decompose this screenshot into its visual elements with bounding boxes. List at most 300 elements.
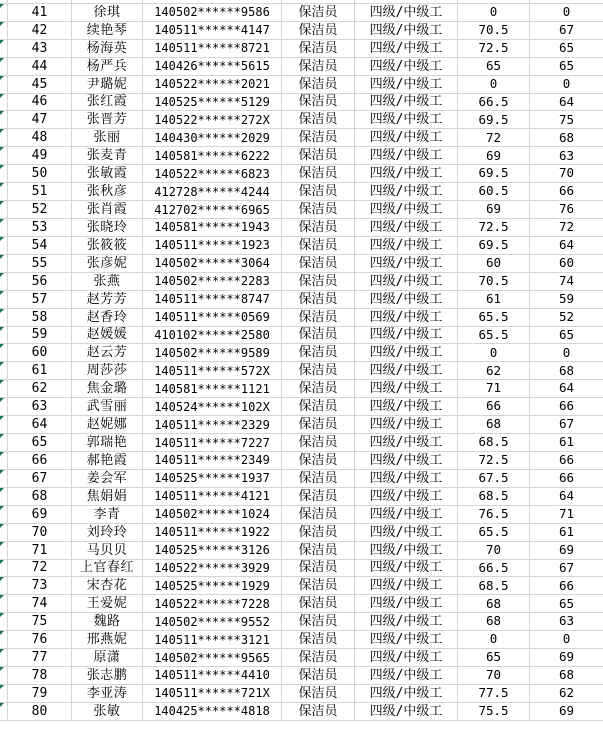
cell-masked-id[interactable]: 412702******6965 <box>143 201 282 219</box>
cell-employee-name[interactable]: 张秋彦 <box>72 183 143 201</box>
indicator-cell[interactable] <box>0 255 8 273</box>
cell-job-title[interactable]: 保洁员 <box>282 649 355 667</box>
cell-skill-level[interactable]: 四级/中级工 <box>355 488 458 506</box>
cell-score-1[interactable]: 60.5 <box>458 183 530 201</box>
cell-job-title[interactable]: 保洁员 <box>282 595 355 613</box>
cell-score-2[interactable]: 66 <box>530 577 603 595</box>
cell-employee-name[interactable]: 张筱筱 <box>72 237 143 255</box>
cell-employee-name[interactable]: 刘玲玲 <box>72 524 143 542</box>
cell-masked-id[interactable]: 140502******2283 <box>143 273 282 291</box>
indicator-cell[interactable] <box>0 542 8 560</box>
cell-score-2[interactable]: 63 <box>530 613 603 631</box>
cell-score-2[interactable]: 66 <box>530 452 603 470</box>
cell-score-2[interactable]: 52 <box>530 309 603 327</box>
cell-masked-id[interactable]: 140502******9552 <box>143 613 282 631</box>
cell-score-2[interactable]: 67 <box>530 416 603 434</box>
cell-row-number[interactable]: 69 <box>8 506 72 524</box>
cell-score-1[interactable]: 70.5 <box>458 22 530 40</box>
cell-score-2[interactable]: 66 <box>530 398 603 416</box>
cell-skill-level[interactable]: 四级/中级工 <box>355 524 458 542</box>
cell-row-number[interactable]: 66 <box>8 452 72 470</box>
cell-score-1[interactable]: 70.5 <box>458 273 530 291</box>
cell-job-title[interactable]: 保洁员 <box>282 488 355 506</box>
cell-skill-level[interactable]: 四级/中级工 <box>355 416 458 434</box>
cell-masked-id[interactable]: 140425******4818 <box>143 703 282 721</box>
cell-skill-level[interactable]: 四级/中级工 <box>355 111 458 129</box>
indicator-cell[interactable] <box>0 183 8 201</box>
indicator-cell[interactable] <box>0 577 8 595</box>
cell-score-1[interactable]: 66.5 <box>458 560 530 578</box>
cell-score-2[interactable]: 59 <box>530 291 603 309</box>
cell-skill-level[interactable]: 四级/中级工 <box>355 398 458 416</box>
cell-job-title[interactable]: 保洁员 <box>282 58 355 76</box>
cell-row-number[interactable]: 78 <box>8 667 72 685</box>
cell-masked-id[interactable]: 140511******8747 <box>143 291 282 309</box>
indicator-cell[interactable] <box>0 94 8 112</box>
indicator-cell[interactable] <box>0 667 8 685</box>
indicator-cell[interactable] <box>0 524 8 542</box>
cell-skill-level[interactable]: 四级/中级工 <box>355 237 458 255</box>
cell-score-2[interactable]: 68 <box>530 129 603 147</box>
cell-score-2[interactable]: 65 <box>530 595 603 613</box>
cell-score-1[interactable]: 65 <box>458 649 530 667</box>
cell-row-number[interactable]: 43 <box>8 40 72 58</box>
cell-score-2[interactable]: 0 <box>530 344 603 362</box>
cell-employee-name[interactable]: 邢燕妮 <box>72 631 143 649</box>
cell-employee-name[interactable]: 郝艳霞 <box>72 452 143 470</box>
cell-employee-name[interactable]: 张晓玲 <box>72 219 143 237</box>
cell-score-1[interactable]: 69 <box>458 147 530 165</box>
cell-score-1[interactable]: 68 <box>458 595 530 613</box>
cell-row-number[interactable]: 53 <box>8 219 72 237</box>
cell-score-1[interactable]: 71 <box>458 380 530 398</box>
cell-row-number[interactable]: 47 <box>8 111 72 129</box>
cell-row-number[interactable]: 45 <box>8 76 72 94</box>
cell-score-1[interactable]: 67.5 <box>458 470 530 488</box>
cell-row-number[interactable]: 74 <box>8 595 72 613</box>
cell-score-1[interactable]: 72.5 <box>458 40 530 58</box>
cell-masked-id[interactable]: 140524******102X <box>143 398 282 416</box>
cell-job-title[interactable]: 保洁员 <box>282 237 355 255</box>
indicator-cell[interactable] <box>0 40 8 58</box>
cell-score-1[interactable]: 69.5 <box>458 237 530 255</box>
cell-score-1[interactable]: 68 <box>458 416 530 434</box>
cell-row-number[interactable]: 58 <box>8 309 72 327</box>
cell-masked-id[interactable]: 140511******0569 <box>143 309 282 327</box>
cell-row-number[interactable]: 73 <box>8 577 72 595</box>
cell-job-title[interactable]: 保洁员 <box>282 76 355 94</box>
cell-score-2[interactable]: 60 <box>530 255 603 273</box>
cell-skill-level[interactable]: 四级/中级工 <box>355 22 458 40</box>
cell-skill-level[interactable]: 四级/中级工 <box>355 577 458 595</box>
cell-score-2[interactable]: 65 <box>530 58 603 76</box>
cell-masked-id[interactable]: 412728******4244 <box>143 183 282 201</box>
cell-employee-name[interactable]: 赵媛媛 <box>72 327 143 345</box>
cell-skill-level[interactable]: 四级/中级工 <box>355 703 458 721</box>
cell-score-2[interactable]: 69 <box>530 542 603 560</box>
cell-row-number[interactable]: 54 <box>8 237 72 255</box>
cell-score-1[interactable]: 70 <box>458 667 530 685</box>
cell-score-1[interactable]: 66 <box>458 398 530 416</box>
cell-score-2[interactable]: 62 <box>530 685 603 703</box>
cell-skill-level[interactable]: 四级/中级工 <box>355 273 458 291</box>
cell-masked-id[interactable]: 140581******1121 <box>143 380 282 398</box>
cell-masked-id[interactable]: 140502******3064 <box>143 255 282 273</box>
cell-masked-id[interactable]: 140522******7228 <box>143 595 282 613</box>
cell-skill-level[interactable]: 四级/中级工 <box>355 595 458 613</box>
cell-skill-level[interactable]: 四级/中级工 <box>355 685 458 703</box>
cell-row-number[interactable]: 62 <box>8 380 72 398</box>
cell-score-2[interactable]: 76 <box>530 201 603 219</box>
indicator-cell[interactable] <box>0 201 8 219</box>
indicator-cell[interactable] <box>0 362 8 380</box>
cell-score-1[interactable]: 72 <box>458 129 530 147</box>
cell-employee-name[interactable]: 张麦青 <box>72 147 143 165</box>
indicator-cell[interactable] <box>0 147 8 165</box>
cell-row-number[interactable]: 76 <box>8 631 72 649</box>
indicator-cell[interactable] <box>0 595 8 613</box>
cell-score-2[interactable]: 69 <box>530 703 603 721</box>
cell-row-number[interactable]: 75 <box>8 613 72 631</box>
indicator-cell[interactable] <box>0 76 8 94</box>
cell-row-number[interactable]: 51 <box>8 183 72 201</box>
cell-row-number[interactable]: 72 <box>8 560 72 578</box>
cell-job-title[interactable]: 保洁员 <box>282 201 355 219</box>
cell-score-2[interactable]: 61 <box>530 524 603 542</box>
cell-score-1[interactable]: 69.5 <box>458 165 530 183</box>
cell-job-title[interactable]: 保洁员 <box>282 416 355 434</box>
cell-score-1[interactable]: 62 <box>458 362 530 380</box>
cell-row-number[interactable]: 71 <box>8 542 72 560</box>
cell-score-1[interactable]: 65.5 <box>458 327 530 345</box>
cell-skill-level[interactable]: 四级/中级工 <box>355 201 458 219</box>
cell-score-2[interactable]: 68 <box>530 362 603 380</box>
cell-job-title[interactable]: 保洁员 <box>282 327 355 345</box>
cell-employee-name[interactable]: 姜会军 <box>72 470 143 488</box>
cell-score-1[interactable]: 60 <box>458 255 530 273</box>
cell-skill-level[interactable]: 四级/中级工 <box>355 255 458 273</box>
cell-score-1[interactable]: 0 <box>458 631 530 649</box>
cell-masked-id[interactable]: 140511******1922 <box>143 524 282 542</box>
cell-score-2[interactable]: 61 <box>530 434 603 452</box>
cell-skill-level[interactable]: 四级/中级工 <box>355 452 458 470</box>
cell-score-2[interactable]: 69 <box>530 649 603 667</box>
cell-skill-level[interactable]: 四级/中级工 <box>355 649 458 667</box>
cell-masked-id[interactable]: 140522******6823 <box>143 165 282 183</box>
cell-job-title[interactable]: 保洁员 <box>282 667 355 685</box>
indicator-cell[interactable] <box>0 237 8 255</box>
cell-row-number[interactable]: 55 <box>8 255 72 273</box>
cell-score-1[interactable]: 0 <box>458 4 530 22</box>
cell-employee-name[interactable]: 张燕 <box>72 273 143 291</box>
cell-score-1[interactable]: 69 <box>458 201 530 219</box>
cell-skill-level[interactable]: 四级/中级工 <box>355 327 458 345</box>
cell-skill-level[interactable]: 四级/中级工 <box>355 434 458 452</box>
cell-employee-name[interactable]: 张晋芳 <box>72 111 143 129</box>
cell-row-number[interactable]: 42 <box>8 22 72 40</box>
indicator-cell[interactable] <box>0 613 8 631</box>
cell-masked-id[interactable]: 140511******1923 <box>143 237 282 255</box>
cell-skill-level[interactable]: 四级/中级工 <box>355 631 458 649</box>
cell-masked-id[interactable]: 140525******3126 <box>143 542 282 560</box>
cell-masked-id[interactable]: 140511******3121 <box>143 631 282 649</box>
cell-score-1[interactable]: 68.5 <box>458 434 530 452</box>
cell-job-title[interactable]: 保洁员 <box>282 506 355 524</box>
cell-employee-name[interactable]: 郭瑞艳 <box>72 434 143 452</box>
cell-score-2[interactable]: 66 <box>530 470 603 488</box>
cell-skill-level[interactable]: 四级/中级工 <box>355 542 458 560</box>
cell-job-title[interactable]: 保洁员 <box>282 129 355 147</box>
cell-skill-level[interactable]: 四级/中级工 <box>355 165 458 183</box>
cell-skill-level[interactable]: 四级/中级工 <box>355 380 458 398</box>
cell-masked-id[interactable]: 140581******6222 <box>143 147 282 165</box>
cell-score-1[interactable]: 77.5 <box>458 685 530 703</box>
cell-employee-name[interactable]: 武雪丽 <box>72 398 143 416</box>
cell-job-title[interactable]: 保洁员 <box>282 183 355 201</box>
cell-score-1[interactable]: 70 <box>458 542 530 560</box>
cell-score-1[interactable]: 72.5 <box>458 452 530 470</box>
cell-row-number[interactable]: 65 <box>8 434 72 452</box>
cell-job-title[interactable]: 保洁员 <box>282 524 355 542</box>
cell-masked-id[interactable]: 140525******1937 <box>143 470 282 488</box>
cell-score-2[interactable]: 71 <box>530 506 603 524</box>
cell-masked-id[interactable]: 140525******1929 <box>143 577 282 595</box>
cell-skill-level[interactable]: 四级/中级工 <box>355 309 458 327</box>
cell-row-number[interactable]: 48 <box>8 129 72 147</box>
cell-job-title[interactable]: 保洁员 <box>282 470 355 488</box>
cell-score-2[interactable]: 65 <box>530 327 603 345</box>
indicator-cell[interactable] <box>0 452 8 470</box>
indicator-cell[interactable] <box>0 219 8 237</box>
cell-job-title[interactable]: 保洁员 <box>282 219 355 237</box>
cell-score-1[interactable]: 69.5 <box>458 111 530 129</box>
cell-employee-name[interactable]: 张敏 <box>72 703 143 721</box>
indicator-cell[interactable] <box>0 506 8 524</box>
cell-score-1[interactable]: 68.5 <box>458 577 530 595</box>
cell-row-number[interactable]: 63 <box>8 398 72 416</box>
cell-job-title[interactable]: 保洁员 <box>282 273 355 291</box>
cell-skill-level[interactable]: 四级/中级工 <box>355 362 458 380</box>
cell-masked-id[interactable]: 140511******4410 <box>143 667 282 685</box>
cell-masked-id[interactable]: 140511******4147 <box>143 22 282 40</box>
cell-masked-id[interactable]: 140430******2029 <box>143 129 282 147</box>
cell-job-title[interactable]: 保洁员 <box>282 147 355 165</box>
cell-skill-level[interactable]: 四级/中级工 <box>355 147 458 165</box>
cell-masked-id[interactable]: 140511******2349 <box>143 452 282 470</box>
cell-score-1[interactable]: 76.5 <box>458 506 530 524</box>
indicator-cell[interactable] <box>0 309 8 327</box>
cell-row-number[interactable]: 59 <box>8 327 72 345</box>
cell-masked-id[interactable]: 140502******1024 <box>143 506 282 524</box>
indicator-cell[interactable] <box>0 4 8 22</box>
cell-employee-name[interactable]: 尹璐妮 <box>72 76 143 94</box>
cell-masked-id[interactable]: 140502******9586 <box>143 4 282 22</box>
indicator-cell[interactable] <box>0 111 8 129</box>
cell-employee-name[interactable]: 张肖霞 <box>72 201 143 219</box>
cell-skill-level[interactable]: 四级/中级工 <box>355 219 458 237</box>
cell-row-number[interactable]: 44 <box>8 58 72 76</box>
cell-row-number[interactable]: 60 <box>8 344 72 362</box>
cell-score-1[interactable]: 0 <box>458 76 530 94</box>
cell-skill-level[interactable]: 四级/中级工 <box>355 94 458 112</box>
indicator-cell[interactable] <box>0 327 8 345</box>
cell-skill-level[interactable]: 四级/中级工 <box>355 470 458 488</box>
cell-job-title[interactable]: 保洁员 <box>282 577 355 595</box>
cell-employee-name[interactable]: 魏路 <box>72 613 143 631</box>
cell-masked-id[interactable]: 140511******7227 <box>143 434 282 452</box>
cell-score-1[interactable]: 0 <box>458 344 530 362</box>
cell-skill-level[interactable]: 四级/中级工 <box>355 560 458 578</box>
cell-employee-name[interactable]: 徐琪 <box>72 4 143 22</box>
cell-skill-level[interactable]: 四级/中级工 <box>355 76 458 94</box>
cell-job-title[interactable]: 保洁员 <box>282 380 355 398</box>
cell-masked-id[interactable]: 140426******5615 <box>143 58 282 76</box>
cell-employee-name[interactable]: 焦娟娟 <box>72 488 143 506</box>
cell-employee-name[interactable]: 赵妮娜 <box>72 416 143 434</box>
indicator-cell[interactable] <box>0 560 8 578</box>
cell-employee-name[interactable]: 王爱妮 <box>72 595 143 613</box>
cell-job-title[interactable]: 保洁员 <box>282 22 355 40</box>
cell-job-title[interactable]: 保洁员 <box>282 398 355 416</box>
cell-skill-level[interactable]: 四级/中级工 <box>355 613 458 631</box>
cell-score-2[interactable]: 72 <box>530 219 603 237</box>
cell-employee-name[interactable]: 张丽 <box>72 129 143 147</box>
indicator-cell[interactable] <box>0 398 8 416</box>
cell-masked-id[interactable]: 140522******272X <box>143 111 282 129</box>
indicator-cell[interactable] <box>0 649 8 667</box>
cell-employee-name[interactable]: 原潇 <box>72 649 143 667</box>
cell-row-number[interactable]: 67 <box>8 470 72 488</box>
cell-row-number[interactable]: 80 <box>8 703 72 721</box>
indicator-cell[interactable] <box>0 470 8 488</box>
cell-row-number[interactable]: 68 <box>8 488 72 506</box>
cell-score-2[interactable]: 67 <box>530 560 603 578</box>
cell-row-number[interactable]: 61 <box>8 362 72 380</box>
indicator-cell[interactable] <box>0 488 8 506</box>
cell-score-1[interactable]: 72.5 <box>458 219 530 237</box>
indicator-cell[interactable] <box>0 22 8 40</box>
cell-skill-level[interactable]: 四级/中级工 <box>355 40 458 58</box>
cell-score-1[interactable]: 65.5 <box>458 524 530 542</box>
cell-skill-level[interactable]: 四级/中级工 <box>355 183 458 201</box>
cell-masked-id[interactable]: 140511******572X <box>143 362 282 380</box>
cell-employee-name[interactable]: 张志鹏 <box>72 667 143 685</box>
cell-row-number[interactable]: 46 <box>8 94 72 112</box>
cell-score-2[interactable]: 64 <box>530 237 603 255</box>
cell-job-title[interactable]: 保洁员 <box>282 291 355 309</box>
cell-score-1[interactable]: 65 <box>458 58 530 76</box>
cell-job-title[interactable]: 保洁员 <box>282 434 355 452</box>
cell-job-title[interactable]: 保洁员 <box>282 94 355 112</box>
cell-row-number[interactable]: 56 <box>8 273 72 291</box>
cell-score-2[interactable]: 64 <box>530 94 603 112</box>
cell-skill-level[interactable]: 四级/中级工 <box>355 291 458 309</box>
cell-score-2[interactable]: 66 <box>530 183 603 201</box>
cell-row-number[interactable]: 79 <box>8 685 72 703</box>
cell-job-title[interactable]: 保洁员 <box>282 344 355 362</box>
cell-row-number[interactable]: 70 <box>8 524 72 542</box>
cell-masked-id[interactable]: 140581******1943 <box>143 219 282 237</box>
cell-employee-name[interactable]: 张彦妮 <box>72 255 143 273</box>
cell-job-title[interactable]: 保洁员 <box>282 111 355 129</box>
cell-score-1[interactable]: 68.5 <box>458 488 530 506</box>
cell-score-2[interactable]: 0 <box>530 631 603 649</box>
indicator-cell[interactable] <box>0 344 8 362</box>
cell-score-2[interactable]: 0 <box>530 76 603 94</box>
cell-masked-id[interactable]: 140511******8721 <box>143 40 282 58</box>
cell-employee-name[interactable]: 杨海英 <box>72 40 143 58</box>
cell-employee-name[interactable]: 李亚涛 <box>72 685 143 703</box>
cell-job-title[interactable]: 保洁员 <box>282 703 355 721</box>
cell-employee-name[interactable]: 续艳琴 <box>72 22 143 40</box>
cell-job-title[interactable]: 保洁员 <box>282 362 355 380</box>
cell-employee-name[interactable]: 张红霞 <box>72 94 143 112</box>
indicator-cell[interactable] <box>0 685 8 703</box>
cell-masked-id[interactable]: 140502******9589 <box>143 344 282 362</box>
cell-job-title[interactable]: 保洁员 <box>282 165 355 183</box>
cell-score-1[interactable]: 65.5 <box>458 309 530 327</box>
cell-row-number[interactable]: 52 <box>8 201 72 219</box>
cell-masked-id[interactable]: 140525******5129 <box>143 94 282 112</box>
indicator-cell[interactable] <box>0 129 8 147</box>
cell-employee-name[interactable]: 马贝贝 <box>72 542 143 560</box>
cell-score-2[interactable]: 65 <box>530 40 603 58</box>
cell-employee-name[interactable]: 赵香玲 <box>72 309 143 327</box>
cell-job-title[interactable]: 保洁员 <box>282 560 355 578</box>
indicator-cell[interactable] <box>0 416 8 434</box>
cell-employee-name[interactable]: 赵芳芳 <box>72 291 143 309</box>
cell-employee-name[interactable]: 赵云芳 <box>72 344 143 362</box>
cell-score-2[interactable]: 70 <box>530 165 603 183</box>
indicator-cell[interactable] <box>0 291 8 309</box>
cell-score-2[interactable]: 68 <box>530 667 603 685</box>
cell-score-2[interactable]: 67 <box>530 22 603 40</box>
indicator-cell[interactable] <box>0 631 8 649</box>
cell-row-number[interactable]: 64 <box>8 416 72 434</box>
cell-job-title[interactable]: 保洁员 <box>282 255 355 273</box>
cell-score-1[interactable]: 61 <box>458 291 530 309</box>
cell-masked-id[interactable]: 140502******9565 <box>143 649 282 667</box>
cell-row-number[interactable]: 77 <box>8 649 72 667</box>
cell-row-number[interactable]: 49 <box>8 147 72 165</box>
cell-employee-name[interactable]: 杨严兵 <box>72 58 143 76</box>
cell-job-title[interactable]: 保洁员 <box>282 631 355 649</box>
cell-masked-id[interactable]: 140522******3929 <box>143 560 282 578</box>
cell-job-title[interactable]: 保洁员 <box>282 40 355 58</box>
cell-employee-name[interactable]: 焦金璐 <box>72 380 143 398</box>
cell-masked-id[interactable]: 140522******2021 <box>143 76 282 94</box>
cell-job-title[interactable]: 保洁员 <box>282 685 355 703</box>
cell-masked-id[interactable]: 410102******2580 <box>143 327 282 345</box>
cell-score-1[interactable]: 68 <box>458 613 530 631</box>
indicator-cell[interactable] <box>0 380 8 398</box>
cell-skill-level[interactable]: 四级/中级工 <box>355 344 458 362</box>
indicator-cell[interactable] <box>0 703 8 721</box>
cell-employee-name[interactable]: 上官春红 <box>72 560 143 578</box>
cell-employee-name[interactable]: 宋杏花 <box>72 577 143 595</box>
cell-employee-name[interactable]: 李青 <box>72 506 143 524</box>
cell-row-number[interactable]: 50 <box>8 165 72 183</box>
cell-score-1[interactable]: 75.5 <box>458 703 530 721</box>
indicator-cell[interactable] <box>0 58 8 76</box>
cell-skill-level[interactable]: 四级/中级工 <box>355 129 458 147</box>
cell-skill-level[interactable]: 四级/中级工 <box>355 667 458 685</box>
cell-score-2[interactable]: 0 <box>530 4 603 22</box>
cell-skill-level[interactable]: 四级/中级工 <box>355 4 458 22</box>
cell-employee-name[interactable]: 周莎莎 <box>72 362 143 380</box>
cell-score-2[interactable]: 74 <box>530 273 603 291</box>
cell-job-title[interactable]: 保洁员 <box>282 613 355 631</box>
